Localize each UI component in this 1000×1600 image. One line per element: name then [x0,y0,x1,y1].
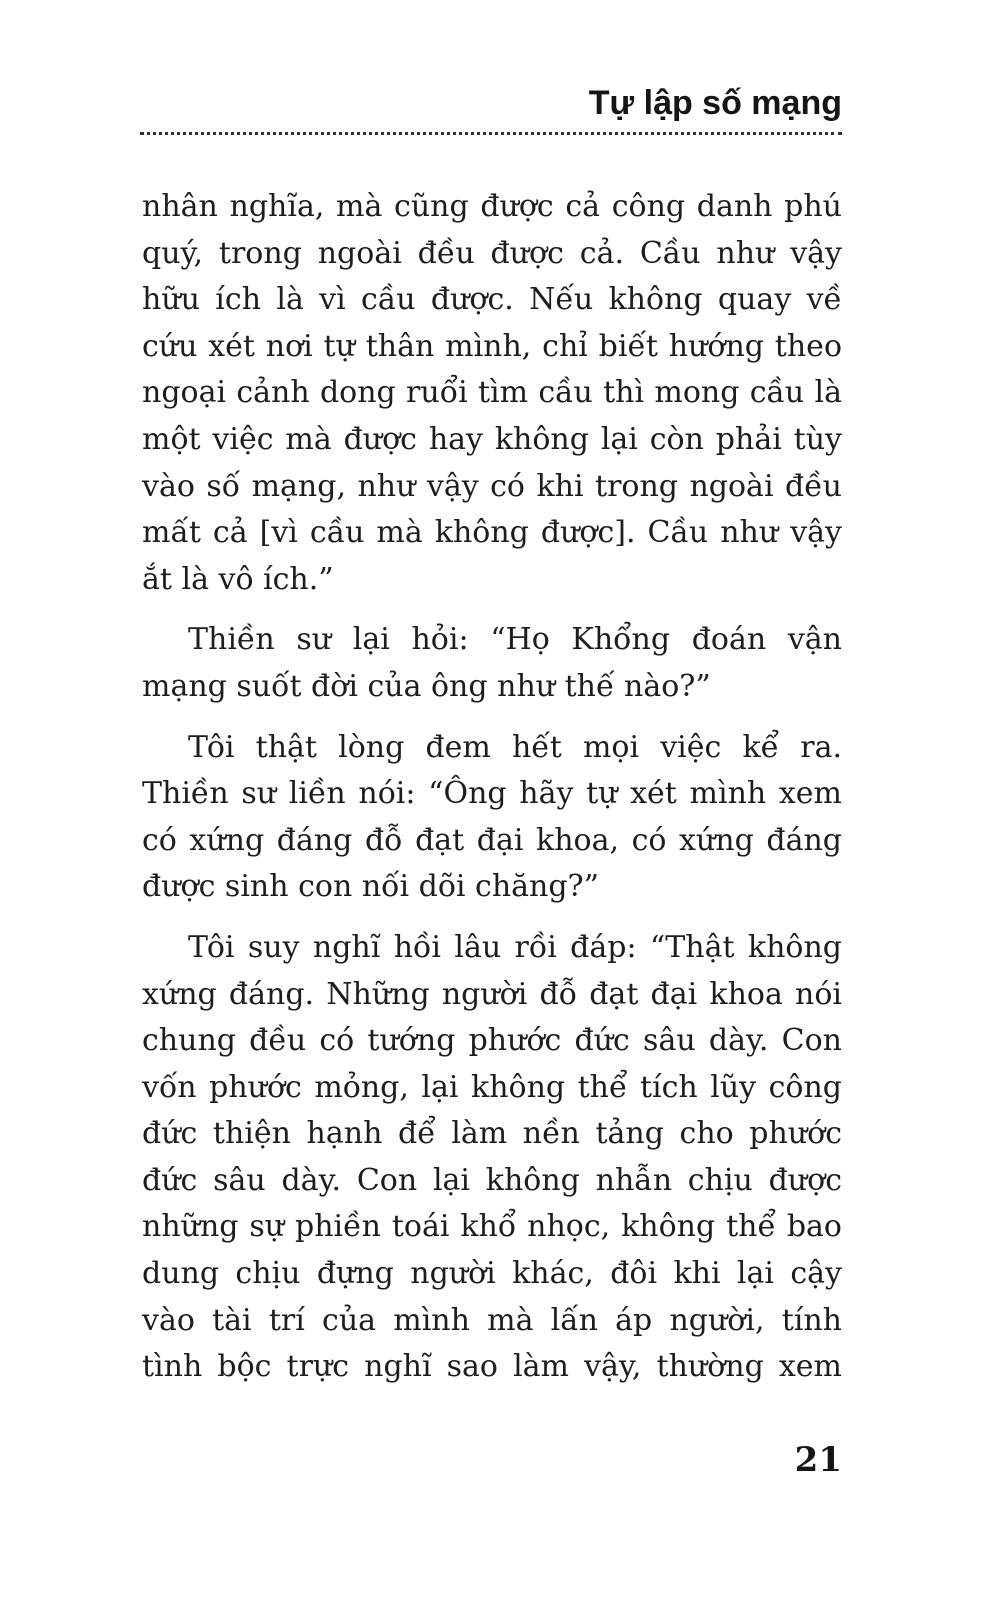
paragraph [142,925,842,1391]
page-number: 21 [794,1440,842,1480]
text-line: những sự phiền toái khổ nhọc, không thể bao [142,1209,842,1245]
page-body [142,184,842,1405]
text-line: ngoại cảnh dong ruổi tìm cầu thì mong cầu là [142,375,842,411]
text-line: xứng đáng. Những người đỗ đạt đại khoa nói [142,976,842,1012]
text-line: ắt là vô ích.” [142,561,334,597]
text-line: đức thiện hạnh để làm nền tảng cho phước [142,1116,842,1152]
text-line: được sinh con nối dõi chăng?” [142,869,599,905]
text-line: quý, trong ngoài đều được cả. Cầu như vậy [142,235,842,271]
text-line: mất cả [vì cầu mà không được]. Cầu như vậy [142,515,842,551]
book-title: Tự lập số mạng [588,84,842,122]
header-divider [140,132,842,135]
paragraph-continuation [142,184,842,603]
text-line: Tôi thật lòng đem hết mọi việc kể ra. [188,729,842,765]
text-line: dung chịu đựng người khác, đôi khi lại cậy [142,1256,842,1292]
text-line: mạng suốt đời của ông như thế nào?” [142,668,711,704]
text-line: cứu xét nơi tự thân mình, chỉ biết hướng theo [142,328,842,364]
text-line: đức sâu dày. Con lại không nhẫn chịu được [142,1162,842,1198]
text-line: hữu ích là vì cầu được. Nếu không quay về [142,282,842,318]
text-line: tình bộc trực nghĩ sao làm vậy, thường xem [142,1349,842,1385]
text-line: vốn phước mỏng, lại không thể tích lũy công [142,1069,842,1105]
text-line: chung đều có tướng phước đức sâu dày. Con [142,1023,842,1059]
text-line: nhân nghĩa, mà cũng được cả công danh phú [142,189,842,224]
text-line: vào số mạng, như vậy có khi trong ngoài đều [142,468,842,504]
text-line: có xứng đáng đỗ đạt đại khoa, có xứng đáng [142,822,842,858]
text-line: một việc mà được hay không lại còn phải tùy [142,421,842,457]
running-header [140,78,842,134]
text-line: Tôi suy nghĩ hồi lâu rồi đáp: “Thật không [188,929,842,965]
paragraph [142,725,842,911]
paragraph [142,617,842,710]
text-line: Thiền sư liền nói: “Ông hãy tự xét mình xem [142,776,842,812]
text-line: Thiền sư lại hỏi: “Họ Khổng đoán vận [188,622,842,658]
text-line: vào tài trí của mình mà lấn áp người, tính [142,1302,842,1338]
